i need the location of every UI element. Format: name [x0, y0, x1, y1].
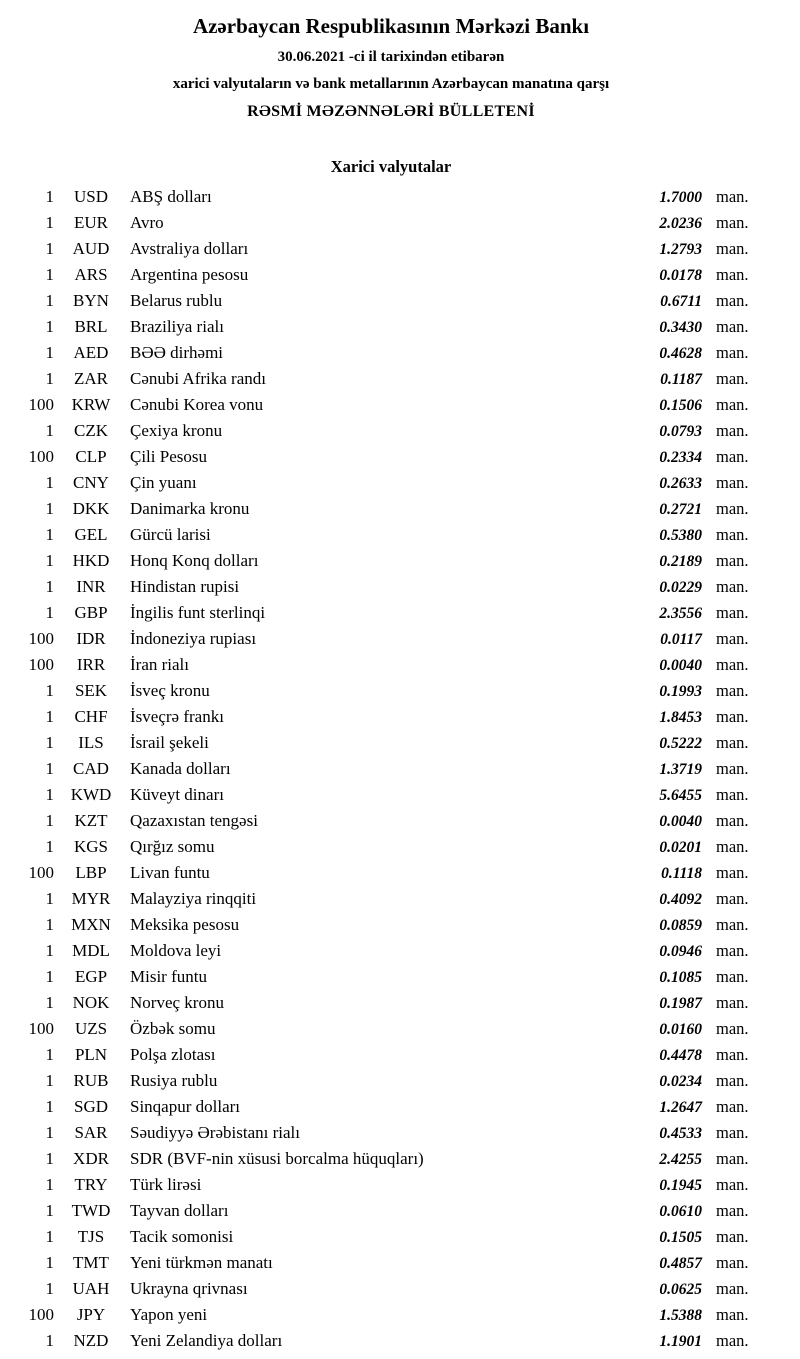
currency-code-cell: AED — [73, 343, 109, 362]
currency-name-cell: Braziliya rialı — [130, 317, 224, 336]
rate-value-cell: 1.7000 — [659, 189, 702, 206]
rate-value-cell: 1.5388 — [659, 1307, 702, 1324]
rate-row — [8, 1146, 774, 1172]
rate-value-cell: 0.0625 — [659, 1281, 702, 1298]
unit-cell: man. — [716, 577, 749, 596]
unit-cell: man. — [716, 499, 749, 518]
unit-cell: man. — [716, 1175, 749, 1194]
currency-code-cell: SAR — [74, 1123, 108, 1142]
currency-code-cell: AUD — [72, 239, 110, 258]
currency-code-cell: CZK — [74, 421, 108, 440]
unit-cell: man. — [716, 629, 749, 648]
rate-row — [8, 314, 774, 340]
rate-row — [8, 522, 774, 548]
quantity-cell: 1 — [45, 239, 54, 258]
currency-name-cell: Kanada dolları — [130, 759, 231, 778]
quantity-cell: 1 — [45, 785, 54, 804]
currency-name-cell: Norveç kronu — [130, 993, 224, 1012]
currency-name-cell: Avro — [130, 213, 164, 232]
unit-cell: man. — [716, 239, 749, 258]
currency-name-cell: Polşa zlotası — [130, 1045, 216, 1064]
rate-value-cell: 2.3556 — [659, 605, 702, 622]
quantity-cell: 1 — [45, 1097, 54, 1116]
rate-value-cell: 0.1945 — [659, 1177, 702, 1194]
page-title: Azərbaycan Respublikasının Mərkəzi Bankı — [192, 14, 590, 38]
rate-value-cell: 1.2647 — [659, 1099, 702, 1116]
quantity-cell: 1 — [45, 317, 54, 336]
unit-cell: man. — [716, 1045, 749, 1064]
unit-cell: man. — [716, 785, 749, 804]
quantity-cell: 1 — [45, 733, 54, 752]
currency-name-cell: BƏƏ dirhəmi — [130, 343, 224, 362]
currency-code-cell: TWD — [71, 1201, 111, 1220]
rate-value-cell: 0.0793 — [659, 423, 702, 440]
unit-cell: man. — [716, 993, 749, 1012]
unit-cell: man. — [716, 915, 749, 934]
quantity-cell: 100 — [28, 655, 54, 674]
rate-value-cell: 0.1085 — [659, 969, 702, 986]
rate-value-cell: 0.0117 — [660, 631, 702, 648]
unit-cell: man. — [716, 551, 749, 570]
currency-name-cell: SDR (BVF-nin xüsusi borcalma hüquqları) — [130, 1149, 424, 1168]
unit-cell: man. — [716, 759, 749, 778]
currency-name-cell: İngilis funt sterlinqi — [130, 603, 266, 622]
currency-name-cell: İsveç kronu — [130, 681, 210, 700]
rate-row — [8, 1198, 774, 1224]
rate-row — [8, 288, 774, 314]
unit-cell: man. — [716, 889, 749, 908]
currency-name-cell: Avstraliya dolları — [130, 239, 249, 258]
currency-code-cell: UAH — [72, 1279, 110, 1298]
quantity-cell: 1 — [45, 993, 54, 1012]
currency-name-cell: Hindistan rupisi — [130, 577, 240, 596]
rate-value-cell: 1.8453 — [659, 709, 702, 726]
currency-name-cell: Livan funtu — [130, 863, 210, 882]
rate-value-cell: 0.2334 — [659, 449, 702, 466]
currency-name-cell: Yapon yeni — [130, 1305, 208, 1324]
date-line: 30.06.2021 -ci il tarixindən etibarən — [277, 49, 505, 65]
unit-cell: man. — [716, 447, 749, 466]
rate-value-cell: 0.5380 — [659, 527, 702, 544]
quantity-cell: 1 — [45, 681, 54, 700]
rate-row — [8, 1302, 774, 1328]
currency-name-cell: Yeni türkmən manatı — [130, 1253, 273, 1272]
unit-cell: man. — [716, 1279, 749, 1298]
unit-cell: man. — [716, 733, 749, 752]
rate-row — [8, 782, 774, 808]
rate-row — [8, 470, 774, 496]
currency-code-cell: TRY — [74, 1175, 108, 1194]
rate-value-cell: 0.2721 — [659, 501, 702, 518]
currency-code-cell: RUB — [73, 1071, 109, 1090]
rates-table — [8, 184, 774, 1354]
quantity-cell: 1 — [45, 915, 54, 934]
currency-name-cell: Argentina pesosu — [130, 265, 249, 284]
rate-value-cell: 2.4255 — [659, 1151, 702, 1168]
rate-row — [8, 340, 774, 366]
unit-cell: man. — [716, 1071, 749, 1090]
currency-code-cell: SEK — [74, 681, 108, 700]
currency-code-cell: BRL — [74, 317, 108, 336]
currency-code-cell: KZT — [74, 811, 108, 830]
rate-row — [8, 1068, 774, 1094]
currency-name-cell: Tacik somonisi — [130, 1227, 234, 1246]
quantity-cell: 1 — [45, 499, 54, 518]
bulletin-title: RƏSMİ MƏZƏNNƏLƏRİ BÜLLETENİ — [247, 103, 535, 120]
currency-name-cell: Belarus rublu — [130, 291, 223, 310]
unit-cell: man. — [716, 421, 749, 440]
unit-cell: man. — [716, 473, 749, 492]
quantity-cell: 100 — [28, 863, 54, 882]
rate-row — [8, 1120, 774, 1146]
unit-cell: man. — [716, 1019, 749, 1038]
currency-code-cell: TMT — [73, 1253, 109, 1272]
section-title: Xarici valyutalar — [330, 157, 452, 176]
rate-value-cell: 1.1901 — [659, 1333, 702, 1350]
rate-value-cell: 1.2793 — [659, 241, 702, 258]
quantity-cell: 1 — [45, 551, 54, 570]
unit-cell: man. — [716, 863, 749, 882]
currency-name-cell: Ukrayna qrivnası — [130, 1279, 248, 1298]
rate-value-cell: 0.0234 — [659, 1073, 702, 1090]
currency-code-cell: USD — [73, 187, 108, 206]
currency-code-cell: KGS — [73, 837, 108, 856]
rate-value-cell: 0.0040 — [659, 657, 702, 674]
quantity-cell: 1 — [45, 707, 54, 726]
currency-name-cell: Küveyt dinarı — [130, 785, 224, 804]
quantity-cell: 1 — [45, 1123, 54, 1142]
currency-name-cell: Meksika pesosu — [130, 915, 240, 934]
currency-code-cell: LBP — [75, 863, 107, 882]
currency-name-cell: Özbək somu — [130, 1019, 216, 1038]
currency-code-cell: KRW — [71, 395, 111, 414]
currency-code-cell: MDL — [72, 941, 110, 960]
currency-code-cell: MYR — [71, 889, 111, 908]
currency-code-cell: GEL — [74, 525, 108, 544]
currency-name-cell: Danimarka kronu — [130, 499, 250, 518]
rate-row — [8, 808, 774, 834]
rate-row — [8, 834, 774, 860]
quantity-cell: 1 — [45, 213, 54, 232]
currency-name-cell: ABŞ dolları — [130, 187, 212, 206]
unit-cell: man. — [716, 1305, 749, 1324]
subtitle-line: xarici valyutaların və bank metallarının Azərbaycan manatına qarşı — [172, 76, 610, 92]
unit-cell: man. — [716, 369, 749, 388]
quantity-cell: 100 — [28, 447, 54, 466]
currency-code-cell: KWD — [70, 785, 112, 804]
currency-code-cell: ILS — [78, 733, 104, 752]
currency-name-cell: Çili Pesosu — [130, 447, 207, 466]
rate-row — [8, 756, 774, 782]
unit-cell: man. — [716, 681, 749, 700]
unit-cell: man. — [716, 655, 749, 674]
rate-row — [8, 600, 774, 626]
rate-value-cell: 0.0040 — [659, 813, 702, 830]
rate-value-cell: 0.0946 — [659, 943, 702, 960]
rate-row — [8, 938, 774, 964]
rate-row — [8, 210, 774, 236]
rate-value-cell: 0.1993 — [659, 683, 702, 700]
rate-row — [8, 418, 774, 444]
currency-code-cell: IRR — [76, 655, 106, 674]
quantity-cell: 1 — [45, 603, 54, 622]
rate-row — [8, 1276, 774, 1302]
rate-row — [8, 444, 774, 470]
quantity-cell: 1 — [45, 1253, 54, 1272]
unit-cell: man. — [716, 837, 749, 856]
quantity-cell: 100 — [28, 1019, 54, 1038]
unit-cell: man. — [716, 291, 749, 310]
unit-cell: man. — [716, 1123, 749, 1142]
rate-value-cell: 0.3430 — [659, 319, 702, 336]
currency-code-cell: CLP — [75, 447, 107, 466]
currency-name-cell: İsveçrə frankı — [130, 707, 224, 726]
currency-name-cell: Gürcü larisi — [130, 525, 211, 544]
rate-value-cell: 0.1506 — [659, 397, 702, 414]
quantity-cell: 100 — [28, 1305, 54, 1324]
quantity-cell: 1 — [45, 421, 54, 440]
currency-code-cell: NZD — [73, 1331, 109, 1350]
rate-row — [8, 1094, 774, 1120]
currency-name-cell: İndoneziya rupiası — [130, 629, 257, 648]
currency-code-cell: UZS — [74, 1019, 108, 1038]
rate-row — [8, 392, 774, 418]
rate-row — [8, 574, 774, 600]
currency-code-cell: DKK — [72, 499, 110, 518]
currency-code-cell: TJS — [77, 1227, 105, 1246]
unit-cell: man. — [716, 187, 749, 206]
currency-code-cell: ZAR — [74, 369, 108, 388]
rate-row — [8, 704, 774, 730]
quantity-cell: 1 — [45, 473, 54, 492]
unit-cell: man. — [716, 1331, 749, 1350]
rate-value-cell: 0.4533 — [659, 1125, 702, 1142]
rate-row — [8, 678, 774, 704]
currency-code-cell: EGP — [74, 967, 108, 986]
rate-row — [8, 1250, 774, 1276]
rate-row — [8, 652, 774, 678]
currency-code-cell: BYN — [73, 291, 109, 310]
currency-name-cell: Çin yuanı — [130, 473, 197, 492]
currency-code-cell: INR — [76, 577, 106, 596]
quantity-cell: 1 — [45, 1045, 54, 1064]
rate-row — [8, 1224, 774, 1250]
currency-code-cell: IDR — [76, 629, 106, 648]
rate-row — [8, 184, 774, 210]
currency-code-cell: NOK — [72, 993, 110, 1012]
rate-row — [8, 886, 774, 912]
quantity-cell: 1 — [45, 941, 54, 960]
currency-name-cell: Səudiyyə Ərəbistanı rialı — [130, 1123, 300, 1142]
rate-value-cell: 0.2189 — [659, 553, 702, 570]
quantity-cell: 1 — [45, 1175, 54, 1194]
rate-value-cell: 0.0178 — [659, 267, 702, 284]
unit-cell: man. — [716, 1097, 749, 1116]
quantity-cell: 1 — [45, 369, 54, 388]
unit-cell: man. — [716, 213, 749, 232]
rate-row — [8, 1042, 774, 1068]
rate-value-cell: 0.2633 — [659, 475, 702, 492]
currency-code-cell: XDR — [73, 1149, 109, 1168]
rate-value-cell: 0.4092 — [659, 891, 702, 908]
currency-name-cell: Rusiya rublu — [130, 1071, 218, 1090]
currency-code-cell: CNY — [73, 473, 109, 492]
rate-row — [8, 366, 774, 392]
quantity-cell: 1 — [45, 1227, 54, 1246]
quantity-cell: 1 — [45, 889, 54, 908]
rate-row — [8, 1016, 774, 1042]
currency-name-cell: Moldova leyi — [130, 941, 222, 960]
quantity-cell: 1 — [45, 1149, 54, 1168]
unit-cell: man. — [716, 1227, 749, 1246]
rate-row — [8, 496, 774, 522]
quantity-cell: 1 — [45, 577, 54, 596]
rate-row — [8, 236, 774, 262]
currency-name-cell: Honq Konq dolları — [130, 551, 259, 570]
rate-row — [8, 964, 774, 990]
unit-cell: man. — [716, 941, 749, 960]
unit-cell: man. — [716, 265, 749, 284]
rate-row — [8, 1172, 774, 1198]
currency-code-cell: ARS — [74, 265, 108, 284]
currency-code-cell: CAD — [73, 759, 109, 778]
quantity-cell: 1 — [45, 525, 54, 544]
quantity-cell: 100 — [28, 395, 54, 414]
currency-name-cell: Türk lirəsi — [130, 1175, 202, 1194]
unit-cell: man. — [716, 317, 749, 336]
rate-row — [8, 626, 774, 652]
quantity-cell: 1 — [45, 759, 54, 778]
rate-row — [8, 1328, 774, 1354]
rate-row — [8, 860, 774, 886]
currency-name-cell: Qırğız somu — [130, 837, 215, 856]
currency-name-cell: İsrail şekeli — [130, 733, 209, 752]
unit-cell: man. — [716, 811, 749, 830]
rate-value-cell: 1.3719 — [659, 761, 702, 778]
currency-code-cell: SGD — [73, 1097, 108, 1116]
currency-code-cell: CHF — [74, 707, 108, 726]
quantity-cell: 1 — [45, 1331, 54, 1350]
currency-name-cell: Malayziya rinqqiti — [130, 889, 257, 908]
rate-value-cell: 0.1505 — [659, 1229, 702, 1246]
rate-value-cell: 0.1987 — [659, 995, 702, 1012]
unit-cell: man. — [716, 1149, 749, 1168]
rate-value-cell: 0.4478 — [659, 1047, 702, 1064]
currency-name-cell: Qazaxıstan tengəsi — [130, 811, 258, 830]
unit-cell: man. — [716, 707, 749, 726]
rate-value-cell: 0.1187 — [660, 371, 702, 388]
quantity-cell: 1 — [45, 265, 54, 284]
currency-name-cell: Cənubi Korea vonu — [130, 395, 264, 414]
unit-cell: man. — [716, 967, 749, 986]
quantity-cell: 1 — [45, 187, 54, 206]
currency-code-cell: MXN — [71, 915, 111, 934]
rate-value-cell: 0.4857 — [659, 1255, 702, 1272]
rate-row — [8, 730, 774, 756]
rate-value-cell: 0.0160 — [659, 1021, 702, 1038]
rate-row — [8, 990, 774, 1016]
unit-cell: man. — [716, 395, 749, 414]
currency-code-cell: HKD — [72, 551, 110, 570]
currency-name-cell: Yeni Zelandiya dolları — [130, 1331, 283, 1350]
rate-row — [8, 912, 774, 938]
currency-code-cell: GBP — [74, 603, 108, 622]
rate-value-cell: 0.6711 — [660, 293, 702, 310]
quantity-cell: 1 — [45, 967, 54, 986]
quantity-cell: 1 — [45, 1071, 54, 1090]
rate-value-cell: 5.6455 — [659, 787, 702, 804]
rate-value-cell: 0.0201 — [659, 839, 702, 856]
currency-name-cell: İran rialı — [130, 655, 189, 674]
quantity-cell: 1 — [45, 837, 54, 856]
rate-value-cell: 0.4628 — [659, 345, 702, 362]
quantity-cell: 1 — [45, 1279, 54, 1298]
unit-cell: man. — [716, 603, 749, 622]
rate-value-cell: 0.1118 — [661, 865, 702, 882]
rate-value-cell: 0.5222 — [659, 735, 702, 752]
unit-cell: man. — [716, 1201, 749, 1220]
currency-name-cell: Çexiya kronu — [130, 421, 223, 440]
quantity-cell: 1 — [45, 343, 54, 362]
quantity-cell: 1 — [45, 811, 54, 830]
unit-cell: man. — [716, 343, 749, 362]
unit-cell: man. — [716, 525, 749, 544]
currency-name-cell: Misir funtu — [130, 967, 207, 986]
quantity-cell: 1 — [45, 291, 54, 310]
rate-value-cell: 2.0236 — [659, 215, 702, 232]
rate-value-cell: 0.0859 — [659, 917, 702, 934]
rate-value-cell: 0.0610 — [659, 1203, 702, 1220]
currency-code-cell: JPY — [76, 1305, 106, 1324]
currency-name-cell: Tayvan dolları — [130, 1201, 229, 1220]
unit-cell: man. — [716, 1253, 749, 1272]
currency-code-cell: EUR — [74, 213, 108, 232]
rate-row — [8, 548, 774, 574]
rate-row — [8, 262, 774, 288]
currency-name-cell: Sinqapur dolları — [130, 1097, 241, 1116]
quantity-cell: 100 — [28, 629, 54, 648]
quantity-cell: 1 — [45, 1201, 54, 1220]
rate-value-cell: 0.0229 — [659, 579, 702, 596]
currency-name-cell: Cənubi Afrika randı — [130, 369, 266, 388]
currency-code-cell: PLN — [74, 1045, 108, 1064]
